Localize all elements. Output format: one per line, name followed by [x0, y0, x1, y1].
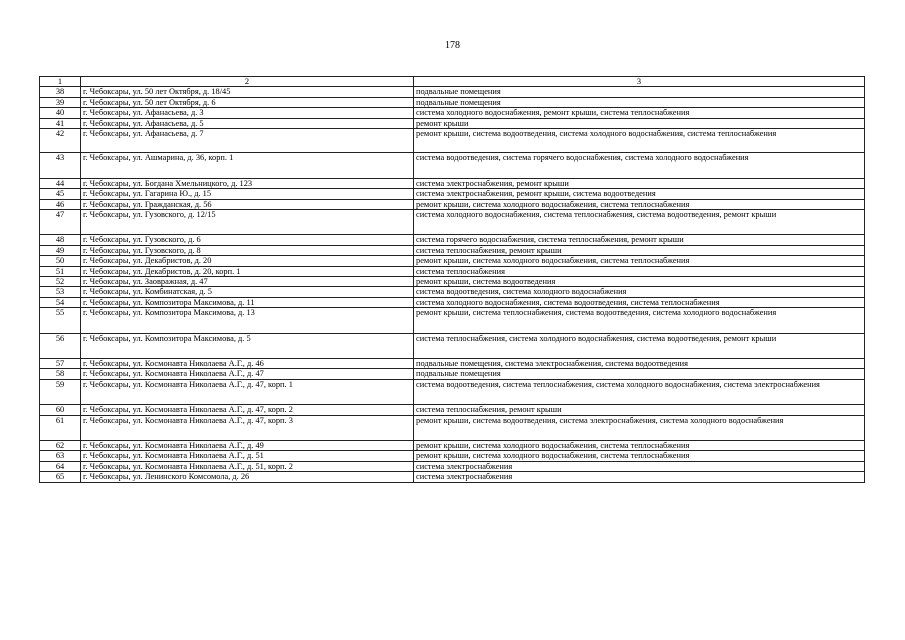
row-number-cell: 40: [40, 108, 81, 118]
row-number-cell: 56: [40, 333, 81, 358]
address-cell: г. Чебоксары, ул. Космонавта Николаева А.Г., д. 47, корп. 2: [81, 405, 414, 415]
table-row: [40, 451, 865, 461]
works-cell: система водоотведения, система теплоснабжения, система холодного водоснабжения, система электроснабжения: [414, 379, 865, 404]
table-row: [40, 118, 865, 128]
works-cell: система электроснабжения: [414, 461, 865, 471]
row-number-cell: 57: [40, 359, 81, 369]
works-cell: ремонт крыши, система холодного водоснабжения, система теплоснабжения: [414, 199, 865, 209]
row-number-cell: 43: [40, 153, 81, 178]
row-number-cell: 62: [40, 441, 81, 451]
page-number: 178: [445, 40, 460, 51]
table-row: [40, 461, 865, 471]
table-row: [40, 87, 865, 97]
works-cell: система холодного водоснабжения, ремонт крыши, система теплоснабжения: [414, 108, 865, 118]
address-cell: г. Чебоксары, ул. Космонавта Николаева А.Г., д. 47, корп. 3: [81, 415, 414, 440]
works-cell: ремонт крыши, система водоотведения, система электроснабжения, система холодного водоснабжения: [414, 415, 865, 440]
works-cell: подвальные помещения: [414, 369, 865, 379]
works-cell: система теплоснабжения, ремонт крыши: [414, 245, 865, 255]
table-row: [40, 266, 865, 276]
works-cell: система электроснабжения: [414, 472, 865, 482]
address-cell: г. Чебоксары, ул. Композитора Максимова, д. 5: [81, 333, 414, 358]
works-cell: подвальные помещения, система электроснабжения, система водоотведения: [414, 359, 865, 369]
address-cell: г. Чебоксары, ул. Комбинатская, д. 5: [81, 287, 414, 297]
table-row: [40, 297, 865, 307]
row-number-cell: 39: [40, 97, 81, 107]
column-header-address: 2: [81, 77, 414, 87]
table-row: [40, 277, 865, 287]
works-cell: ремонт крыши: [414, 118, 865, 128]
address-cell: г. Чебоксары, ул. Ашмарина, д. 36, корп. 1: [81, 153, 414, 178]
row-number-cell: 48: [40, 235, 81, 245]
works-cell: подвальные помещения: [414, 87, 865, 97]
table-row: [40, 369, 865, 379]
works-cell: ремонт крыши, система водоотведения: [414, 277, 865, 287]
table-header-row: [40, 77, 865, 87]
works-cell: система теплоснабжения: [414, 266, 865, 276]
works-cell: ремонт крыши, система холодного водоснабжения, система теплоснабжения: [414, 256, 865, 266]
column-header-number: 1: [40, 77, 81, 87]
buildings-table: [39, 76, 865, 483]
row-number-cell: 49: [40, 245, 81, 255]
address-cell: г. Чебоксары, ул. Гражданская, д. 56: [81, 199, 414, 209]
address-cell: г. Чебоксары, ул. Афанасьева, д. 3: [81, 108, 414, 118]
works-cell: система горячего водоснабжения, система теплоснабжения, ремонт крыши: [414, 235, 865, 245]
address-cell: г. Чебоксары, ул. Афанасьева, д. 7: [81, 129, 414, 153]
address-cell: г. Чебоксары, ул. Космонавта Николаева А.Г., д. 51: [81, 451, 414, 461]
row-number-cell: 50: [40, 256, 81, 266]
table-row: [40, 256, 865, 266]
table-row: [40, 415, 865, 440]
works-cell: ремонт крыши, система холодного водоснабжения, система теплоснабжения: [414, 451, 865, 461]
row-number-cell: 44: [40, 178, 81, 188]
table-row: [40, 359, 865, 369]
table-row: [40, 441, 865, 451]
address-cell: г. Чебоксары, ул. Гузовского, д. 6: [81, 235, 414, 245]
address-cell: г. Чебоксары, ул. Космонавта Николаева А.Г., д. 46: [81, 359, 414, 369]
table-row: [40, 287, 865, 297]
address-cell: г. Чебоксары, ул. Гузовского, д. 8: [81, 245, 414, 255]
address-cell: г. Чебоксары, ул. Гагарина Ю., д. 15: [81, 189, 414, 199]
address-cell: г. Чебоксары, ул. Афанасьева, д. 5: [81, 118, 414, 128]
address-cell: г. Чебоксары, ул. Космонавта Николаева А.Г., д. 51, корп. 2: [81, 461, 414, 471]
row-number-cell: 47: [40, 210, 81, 235]
row-number-cell: 42: [40, 129, 81, 153]
address-cell: г. Чебоксары, ул. Богдана Хмельницкого, д. 123: [81, 178, 414, 188]
works-cell: система электроснабжения, ремонт крыши: [414, 178, 865, 188]
address-cell: г. Чебоксары, ул. Космонавта Николаева А.Г., д. 49: [81, 441, 414, 451]
table-row: [40, 129, 865, 153]
column-header-works: 3: [414, 77, 865, 87]
works-cell: система электроснабжения, ремонт крыши, система водоотведения: [414, 189, 865, 199]
table-row: [40, 153, 865, 178]
works-cell: система водоотведения, система холодного водоснабжения: [414, 287, 865, 297]
table-row: [40, 245, 865, 255]
table-row: [40, 199, 865, 209]
table-row: [40, 405, 865, 415]
row-number-cell: 60: [40, 405, 81, 415]
table-row: [40, 379, 865, 404]
table-row: [40, 189, 865, 199]
row-number-cell: 63: [40, 451, 81, 461]
table-row: [40, 235, 865, 245]
row-number-cell: 58: [40, 369, 81, 379]
row-number-cell: 41: [40, 118, 81, 128]
row-number-cell: 64: [40, 461, 81, 471]
row-number-cell: 51: [40, 266, 81, 276]
works-cell: система теплоснабжения, система холодного водоснабжения, система водоотведения, ремонт крыши: [414, 333, 865, 358]
row-number-cell: 52: [40, 277, 81, 287]
address-cell: г. Чебоксары, ул. Заовражная, д. 47: [81, 277, 414, 287]
address-cell: г. Чебоксары, ул. Гузовского, д. 12/15: [81, 210, 414, 235]
works-cell: ремонт крыши, система теплоснабжения, система водоотведения, система холодного водоснабжения: [414, 308, 865, 333]
address-cell: г. Чебоксары, ул. Композитора Максимова, д. 13: [81, 308, 414, 333]
row-number-cell: 55: [40, 308, 81, 333]
address-cell: г. Чебоксары, ул. 50 лет Октября, д. 18/45: [81, 87, 414, 97]
table-row: [40, 210, 865, 235]
works-cell: система водоотведения, система горячего водоснабжения, система холодного водоснабжения: [414, 153, 865, 178]
works-cell: система холодного водоснабжения, система водоотведения, система теплоснабжения: [414, 297, 865, 307]
address-cell: г. Чебоксары, ул. Космонавта Николаева А.Г., д. 47, корп. 1: [81, 379, 414, 404]
row-number-cell: 54: [40, 297, 81, 307]
row-number-cell: 65: [40, 472, 81, 482]
table-row: [40, 178, 865, 188]
works-cell: система холодного водоснабжения, система теплоснабжения, система водоотведения, ремонт крыши: [414, 210, 865, 235]
table-row: [40, 308, 865, 333]
works-cell: ремонт крыши, система водоотведения, система холодного водоснабжения, система теплоснабжения: [414, 129, 865, 153]
address-cell: г. Чебоксары, ул. Декабристов, д. 20, корп. 1: [81, 266, 414, 276]
address-cell: г. Чебоксары, ул. 50 лет Октября, д. 6: [81, 97, 414, 107]
works-cell: система теплоснабжения, ремонт крыши: [414, 405, 865, 415]
row-number-cell: 61: [40, 415, 81, 440]
table-row: [40, 333, 865, 358]
works-cell: ремонт крыши, система холодного водоснабжения, система теплоснабжения: [414, 441, 865, 451]
row-number-cell: 38: [40, 87, 81, 97]
address-cell: г. Чебоксары, ул. Композитора Максимова, д. 11: [81, 297, 414, 307]
address-cell: г. Чебоксары, ул. Космонавта Николаева А.Г., д. 47: [81, 369, 414, 379]
table-row: [40, 472, 865, 482]
row-number-cell: 59: [40, 379, 81, 404]
address-cell: г. Чебоксары, ул. Декабристов, д. 20: [81, 256, 414, 266]
row-number-cell: 45: [40, 189, 81, 199]
works-cell: подвальные помещения: [414, 97, 865, 107]
table-body: [40, 87, 865, 482]
table-row: [40, 97, 865, 107]
row-number-cell: 53: [40, 287, 81, 297]
row-number-cell: 46: [40, 199, 81, 209]
address-cell: г. Чебоксары, ул. Ленинского Комсомола, д. 26: [81, 472, 414, 482]
table-row: [40, 108, 865, 118]
